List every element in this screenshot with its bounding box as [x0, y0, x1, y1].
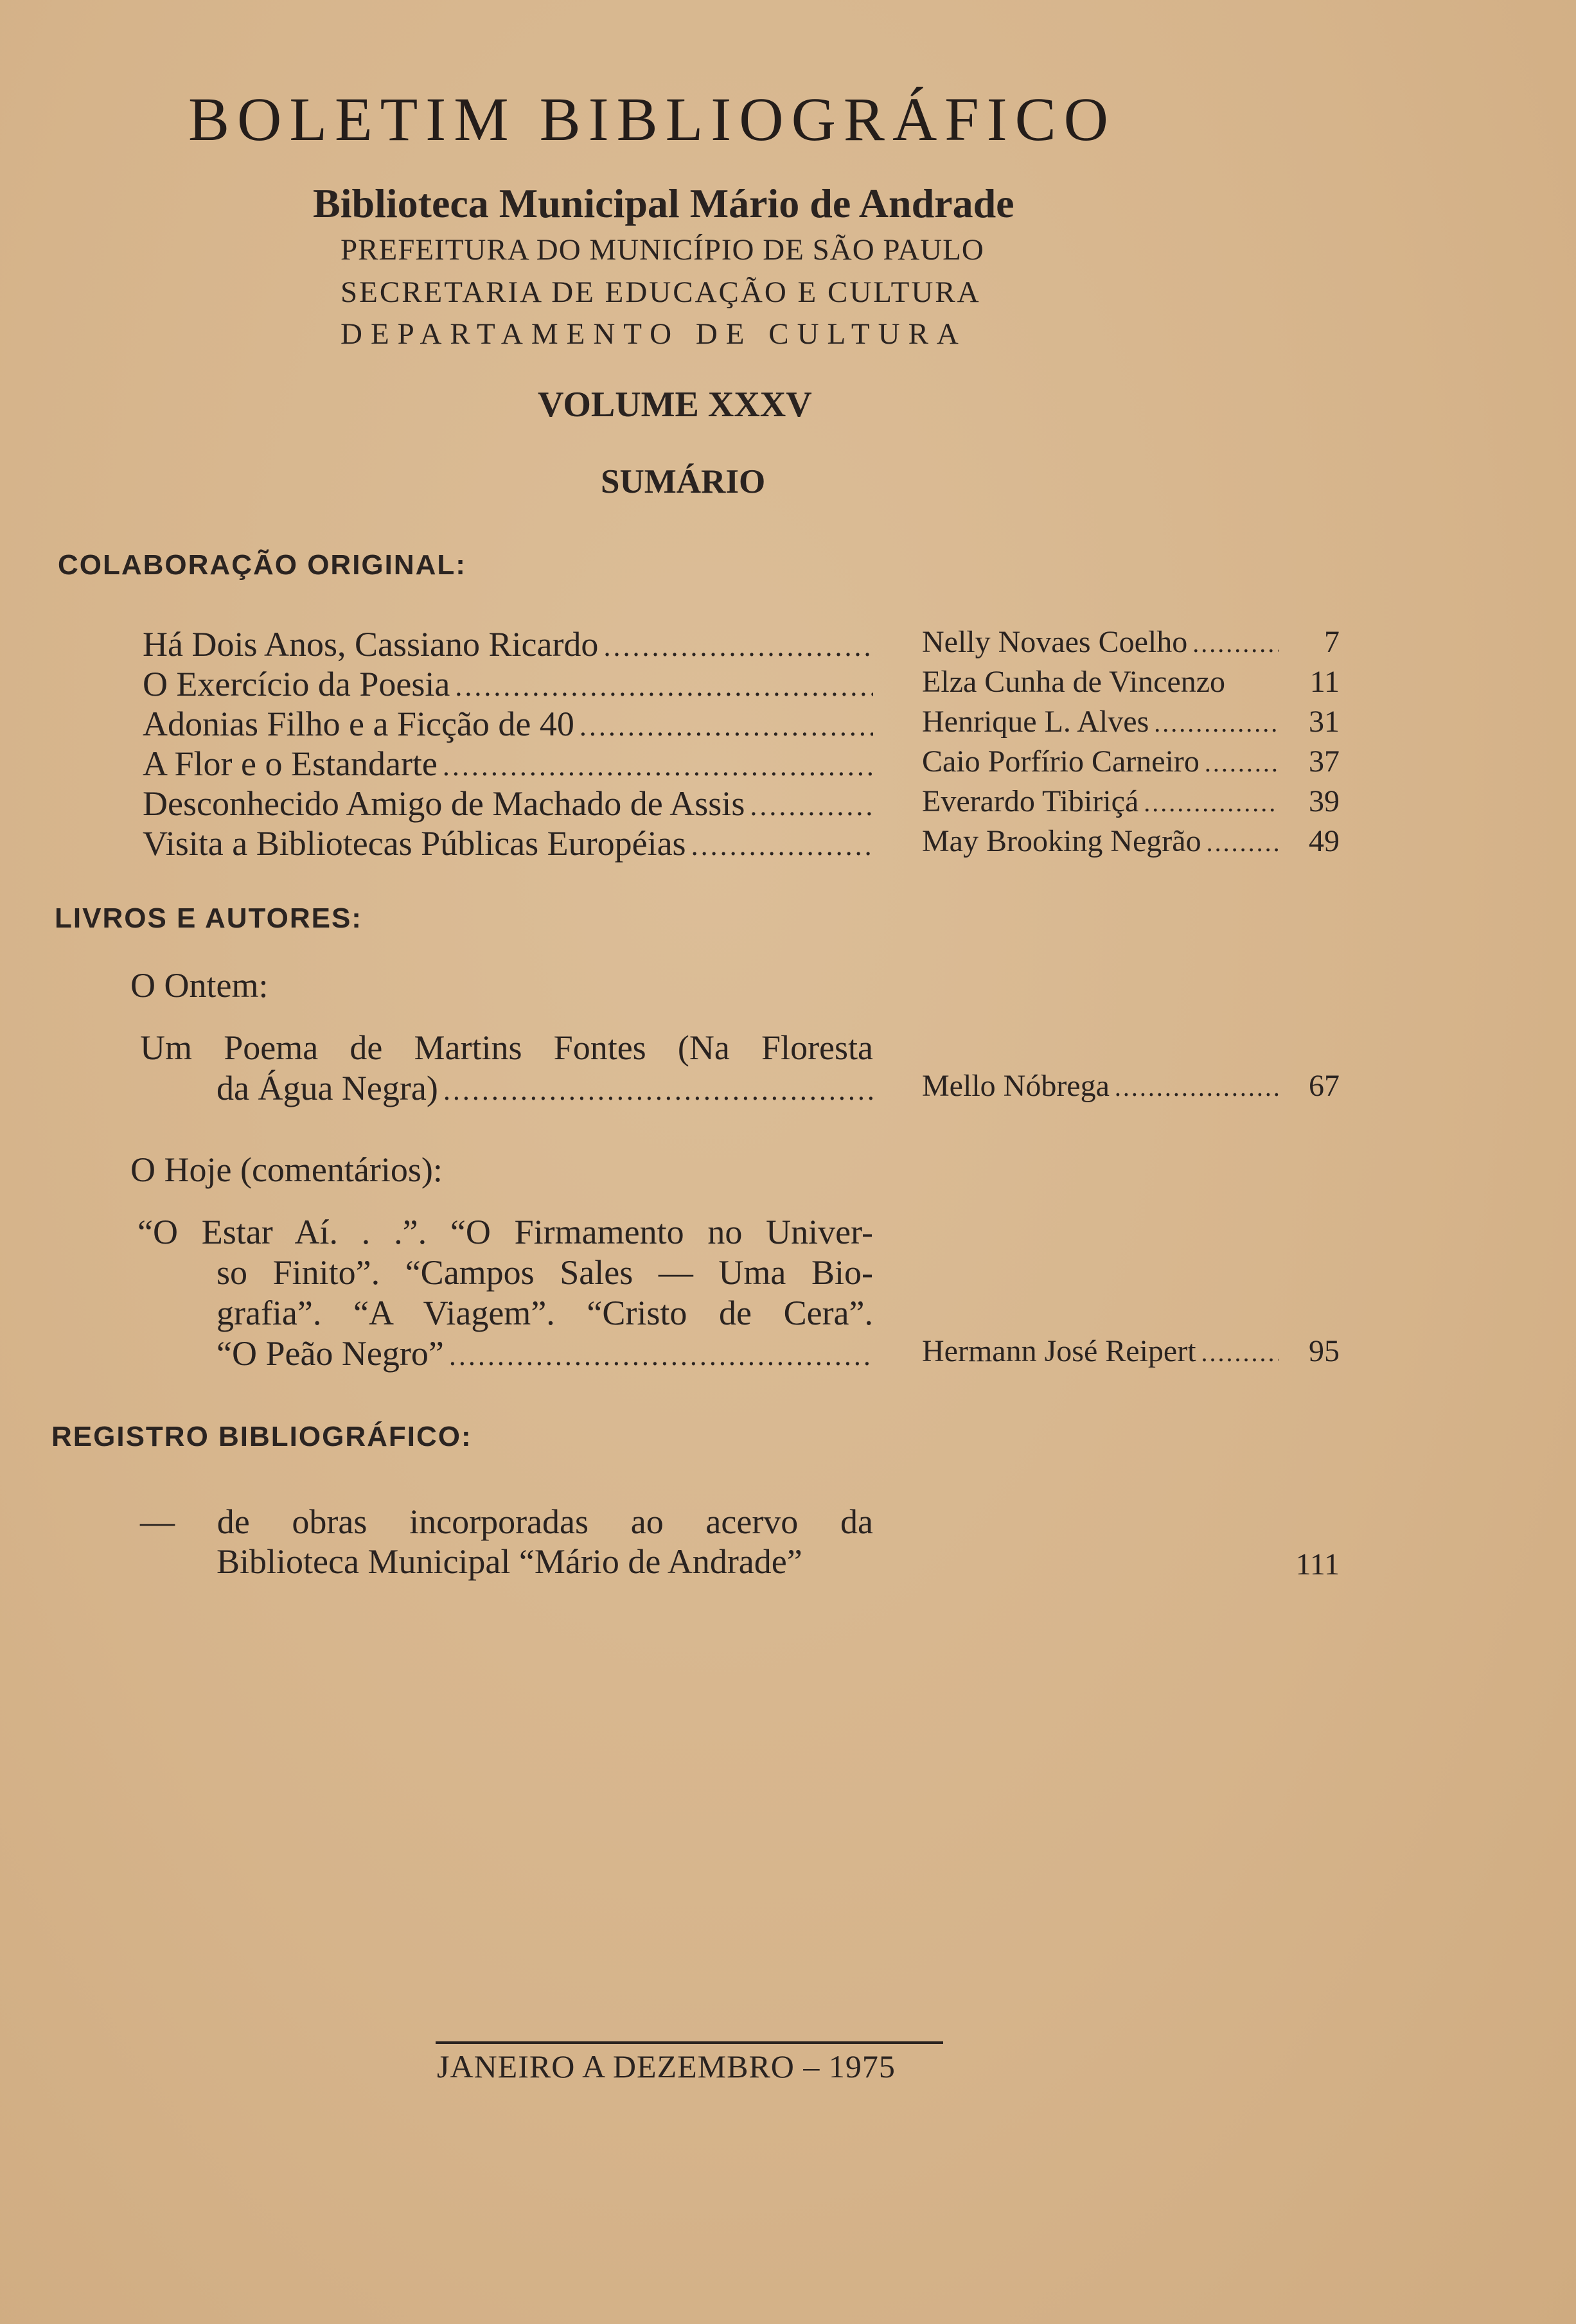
hoje-title-line: grafia”. “A Viagem”. “Cristo de Cera”. — [217, 1294, 873, 1332]
summary-heading: SUMÁRIO — [601, 463, 766, 500]
toc-row — [0, 624, 1576, 663]
toc-page-number: 39 — [1309, 784, 1340, 818]
departamento-line: DEPARTAMENTO DE CULTURA — [341, 317, 967, 351]
toc-row — [0, 1334, 1576, 1372]
toc-page-number: 95 — [1309, 1334, 1340, 1368]
registro-line: — de obras incorporadas ao acervo da — [140, 1502, 873, 1541]
journal-title: BOLETIM BIBLIOGRÁFICO — [188, 85, 1116, 154]
toc-author: Caio Porfírio Carneiro ..... — [922, 744, 1279, 779]
section-registro-heading: REGISTRO BIBLIOGRÁFICO: — [51, 1421, 472, 1452]
toc-page-number: 11 — [1309, 665, 1340, 699]
toc-row — [0, 664, 1576, 703]
toc-author: May Brooking Negrão ..... — [922, 823, 1279, 859]
volume-label: VOLUME XXXV — [538, 385, 812, 425]
toc-row — [0, 784, 1576, 822]
toc-row — [0, 1068, 1576, 1107]
section-colaboracao-heading: COLABORAÇÃO ORIGINAL: — [58, 549, 466, 581]
hoje-title-line: so Finito”. “Campos Sales — Uma Bio- — [217, 1253, 873, 1292]
toc-title: Adonias Filho e a Ficção de 40 ..... — [143, 704, 873, 744]
toc-author: Mello Nóbrega ..... — [922, 1068, 1279, 1104]
registro-line: Biblioteca Municipal “Mário de Andrade” — [217, 1542, 802, 1581]
hoje-label: O Hoje (comentários): — [130, 1150, 443, 1189]
registro-page-number: 111 — [1295, 1547, 1340, 1581]
toc-row — [0, 704, 1576, 743]
toc-title: “O Peão Negro” ..... — [217, 1334, 873, 1373]
hoje-title-line: “O Estar Aí. . .”. “O Firmamento no Univer- — [137, 1213, 873, 1251]
toc-row — [0, 823, 1576, 862]
section-livros-heading: LIVROS E AUTORES: — [55, 902, 362, 934]
toc-page-number: 37 — [1309, 744, 1340, 779]
toc-title: A Flor e o Estandarte ..... — [143, 744, 873, 784]
toc-page-number: 67 — [1309, 1069, 1340, 1103]
toc-author: Henrique L. Alves ..... — [922, 704, 1279, 739]
toc-page-number: 49 — [1309, 824, 1340, 858]
date-footer: JANEIRO A DEZEMBRO – 1975 — [437, 2048, 896, 2084]
toc-title: Há Dois Anos, Cassiano Ricardo ..... — [143, 624, 873, 664]
institution-name: Biblioteca Municipal Mário de Andrade — [313, 180, 1014, 226]
secretaria-line: SECRETARIA DE EDUCAÇÃO E CULTURA — [341, 276, 981, 309]
toc-title: da Água Negra) ..... — [217, 1068, 873, 1108]
toc-author: Nelly Novaes Coelho ..... — [922, 624, 1279, 660]
toc-author: Elza Cunha de Vincenzo — [922, 665, 1226, 699]
prefeitura-line: PREFEITURA DO MUNICÍPIO DE SÃO PAULO — [341, 233, 984, 267]
toc-title: O Exercício da Poesia ..... — [143, 664, 873, 704]
toc-title: Desconhecido Amigo de Machado de Assis ..... — [143, 784, 873, 823]
ontem-title-line: Um Poema de Martins Fontes (Na Floresta — [140, 1028, 873, 1067]
footer-rule — [436, 2041, 943, 2044]
ontem-label: O Ontem: — [130, 966, 269, 1005]
toc-title: Visita a Bibliotecas Públicas Européias ..... — [143, 823, 873, 863]
toc-author: Everardo Tibiriçá ..... — [922, 784, 1279, 819]
toc-page-number: 31 — [1309, 705, 1340, 739]
toc-page-number: 7 — [1324, 625, 1340, 659]
toc-author: Hermann José Reipert ..... — [922, 1334, 1279, 1369]
toc-row — [0, 744, 1576, 782]
